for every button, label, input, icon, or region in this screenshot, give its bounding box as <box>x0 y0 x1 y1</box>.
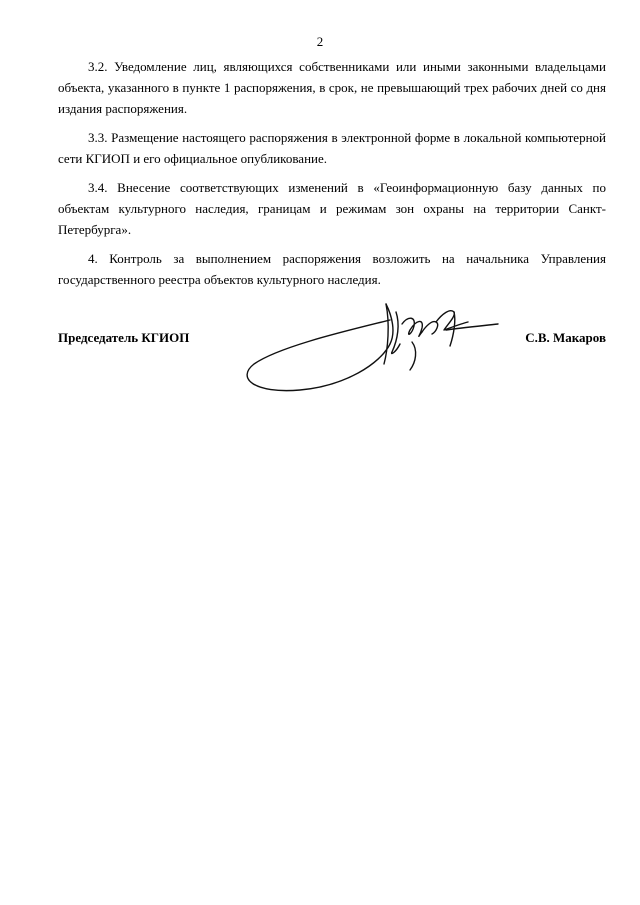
signatory-title: Председатель КГИОП <box>58 330 190 345</box>
signatory-name: С.В. Макаров <box>525 330 606 345</box>
paragraph-3-2: 3.2. Уведомление лиц, являющихся собственниками или иными законными владельцами объекта, указанного в пункте 1 распоряжения, в срок, не превышающий трех рабочих дней со дня издания распоряжения. <box>58 59 606 116</box>
paragraph-3-4: 3.4. Внесение соответствующих изменений в «Геоинформационную базу данных по объектам культурного наследия, границам и режимам зон охраны на территории Санкт-Петербурга». <box>58 180 606 237</box>
document-body <box>58 56 606 298</box>
handwritten-signature <box>240 294 510 404</box>
page-number: 2 <box>316 34 324 49</box>
paragraph-4: 4. Контроль за выполнением распоряжения возложить на начальника Управления государственного реестра объектов культурного наследия. <box>58 251 606 287</box>
paragraph-3-3: 3.3. Размещение настоящего распоряжения в электронной форме в локальной компьютерной сети КГИОП и его официальное опубликование. <box>58 130 606 166</box>
